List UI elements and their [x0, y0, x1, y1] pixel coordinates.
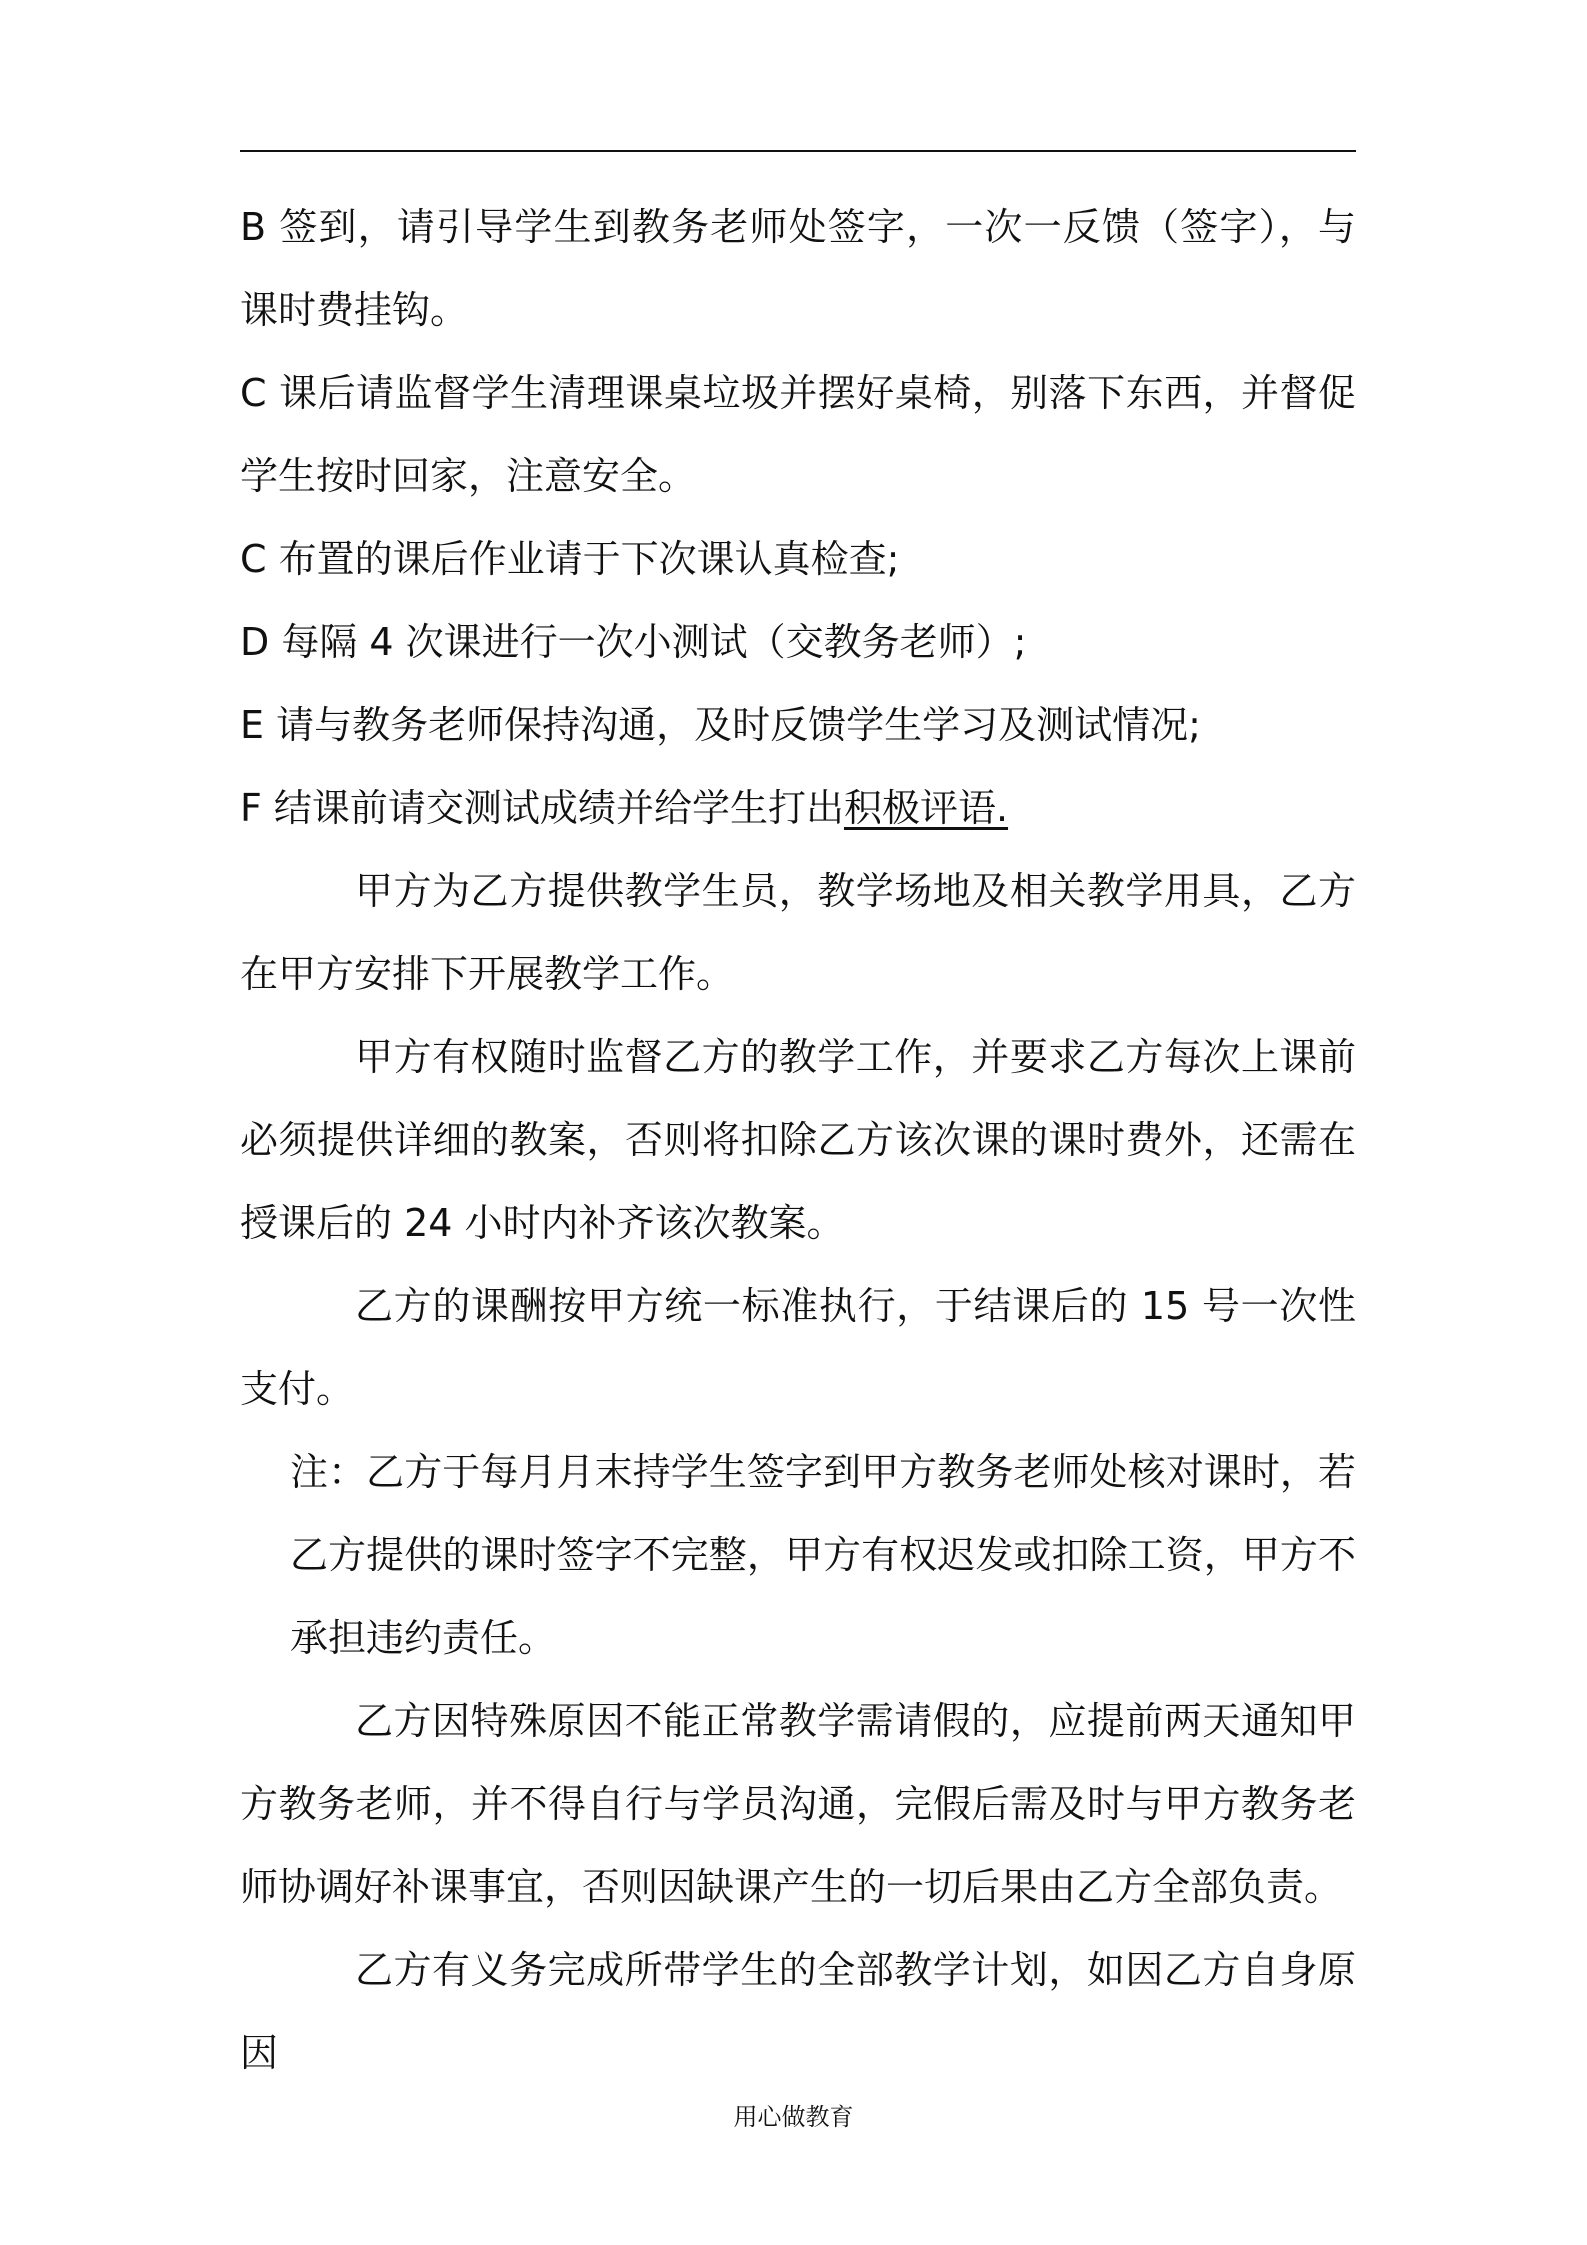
list-item-e: E 请与教务老师保持沟通，及时反馈学生学习及测试情况;: [240, 703, 1201, 747]
header-rule: [240, 150, 1356, 152]
list-item-c-cleanup: C 课后请监督学生清理课桌垃圾并摆好桌椅，别落下东西，并督促学生按时回家，注意安全。: [240, 371, 1356, 498]
list-item-b: B 签到，请引导学生到教务老师处签字，一次一反馈（签字），与课时费挂钩。: [240, 205, 1356, 332]
paragraph-supervision: 甲方有权随时监督乙方的教学工作，并要求乙方每次上课前必须提供详细的教案，否则将扣除乙方该次课的课时费外，还需在授课后的 24 小时内补齐该次教案。: [240, 1035, 1356, 1245]
page-footer: 用心做教育: [733, 2103, 854, 2131]
list-item-c-homework: C 布置的课后作业请于下次课认真检查;: [240, 537, 900, 581]
paragraph-teaching-resources: 甲方为乙方提供教学生员，教学场地及相关教学用具，乙方在甲方安排下开展教学工作。: [240, 869, 1356, 996]
paragraph-payment: 乙方的课酬按甲方统一标准执行，于结课后的 15 号一次性支付。: [240, 1284, 1356, 1411]
paragraph-obligation: 乙方有义务完成所带学生的全部教学计划，如因乙方自身原因: [240, 1948, 1356, 2075]
paragraph-leave: 乙方因特殊原因不能正常教学需请假的，应提前两天通知甲方教务老师，并不得自行与学员沟通，完假后需及时与甲方教务老师协调好补课事宜，否则因缺课产生的一切后果由乙方全部负责。: [240, 1699, 1356, 1909]
document-body: [240, 186, 1356, 2095]
list-item-f: [240, 767, 1356, 850]
note-paragraph: 注：乙方于每月月末持学生签字到甲方教务老师处核对课时，若乙方提供的课时签字不完整，甲方有权迟发或扣除工资，甲方不承担违约责任。: [290, 1450, 1356, 1660]
list-item-f-text: F 结课前请交测试成绩并给学生打出: [240, 786, 844, 830]
underlined-phrase: 积极评语.: [843, 786, 1009, 830]
list-item-d: D 每隔 4 次课进行一次小测试（交教务老师）;: [240, 620, 1027, 664]
